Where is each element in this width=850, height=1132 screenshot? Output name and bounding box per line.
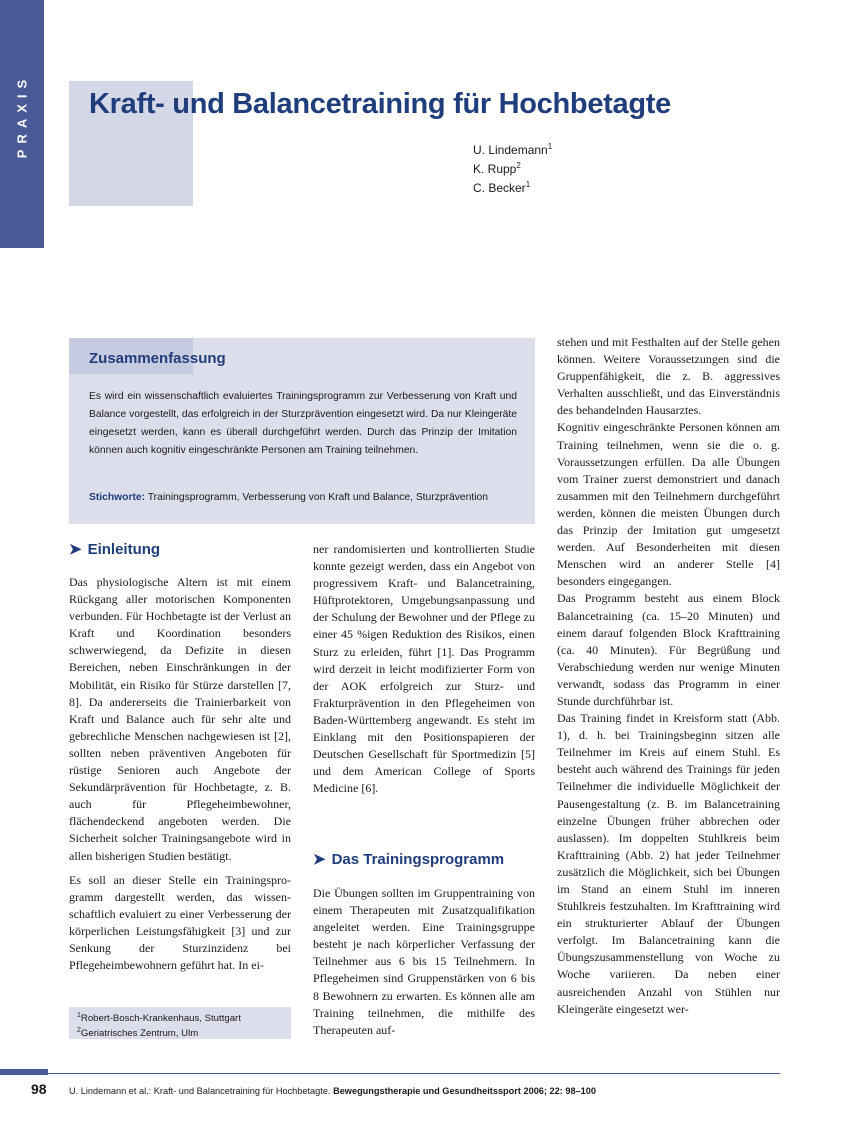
- section-sidebar: [0, 0, 44, 248]
- arrow-right-icon: ➤: [313, 851, 326, 868]
- body-paragraph: Kognitiv eingeschränkte Personen können am Training teilnehmen, wenn sie die o. g. Voraussetzungen erfüllen. Da alle Übungen vom Trainer zuerst demonstriert und danach zusammen mit den Teilnehmern durchgeführt werden, können die meisten Übungen durch das Prinzip der Imitation gut umgesetzt werden. Auf Besonderheiten mit diesen Menschen wird an anderer Stelle [4] besonders eingegangen.: [557, 420, 780, 589]
- author-list: [473, 139, 552, 196]
- body-paragraph: Das physiologische Altern ist mit einem Rückgang aller motorischen Komponenten verbunden. Für Hochbetagte ist der Verlust an Kraft und Koordination besonders schwerwiegend, da Defizite in diesen Bereichen, neben Einschränkungen in der Mobilität, ein Risiko für Stürze darstellen [7, 8]. Da andererseits die Trainierbarkeit von Kraft und Balance auch für sehr alte und gebrechliche Menschen nachgewiesen ist [2], sollten neben präventiven Angeboten für rüstige Senioren auch Angebote der Sekundärprävention für Hochbetagte, z. B. auch für Pflegeheimbewohner, flächendeckend angeboten werden. Die Sicherheit solcher Trainingsangebote wird in allen bisherigen Studien bestätigt.: [69, 575, 291, 863]
- author: U. Lindemann$^1$: [473, 142, 553, 157]
- abstract-text: Es wird ein wissenschaftlich evaluiertes Trainingsprogramm zur Verbesserung von Kraft und Balance vorgestellt, das erfolgreich in der Sturzprävention eingesetzt wird. Da nur Kleingeräte eingesetzt werden, kann es überall durchgeführt werden. Durch das Prinzip der Imitation können auch kognitiv eingeschränkte Personen am Training teilnehmen.: [89, 391, 517, 456]
- body-paragraph: Es soll an dieser Stelle ein Trainingsprogramm dargestellt werden, das wissenschaftlich evaluiert zu einer Verbesserung der körperlichen Leistungsfähigkeit [3] und zur Senkung der Sturzinzidenz bei Pflegeheimbewohnern geführt hat. In ei-: [69, 873, 291, 973]
- footnote: $^2$Geriatrisches Zentrum, Ulm: [77, 1027, 199, 1040]
- section-heading-einleitung: ➤ Einleitung: [69, 541, 161, 558]
- text-column-2b: [313, 885, 535, 1039]
- abstract-heading: Zusammenfassung: [89, 350, 226, 367]
- keywords: [89, 490, 529, 506]
- keywords-list: Trainingsprogramm, Verbesserung von Kraft und Balance, Sturzprävention: [147, 492, 488, 503]
- text-column-3: [557, 334, 780, 1018]
- body-paragraph: stehen und mit Festhalten auf der Stelle gehen können. Weitere Voraussetzungen sind die Gruppenfähigkeit, die z. B. aggressives Verhalten ausschließt, und das Einverständnis des behandelnden Hausarztes.: [557, 335, 780, 418]
- abstract-box: [69, 338, 535, 524]
- section-heading-trainingsprogramm: ➤ Das Trainingsprogramm: [313, 851, 505, 868]
- footer-rule: [48, 1073, 780, 1074]
- body-paragraph: Das Training findet in Kreisform statt (Abb. 1), d. h. bei Trainingsbeginn sitzen alle Teilnehmer im Kreis auf einem Stuhl. Es besteht auch während des Trainings für jeden Teilnehmer die individuelle Möglichkeit der Pausengestaltung (z. B. im Balancetraining einzelne Übungen früher abbrechen oder auslassen). Im doppelten Stuhlkreis beim Krafttraining (Abb. 2) hat jeder Teilnehmer zusätzlich die Möglichkeit, sich bei Übungen im Stand an einem Stuhl im inneren Stuhlkreis festzuhalten. Im Krafttraining wird ein strukturierter Ablauf der Übungen verfolgt. Im Balancetraining kann die Übungszusammenstellung von Woche zu Woche variieren. Da neben einer ausreichenden Anzahl von Stühlen nur Kleingeräte eingesetzt wer-: [557, 711, 780, 1016]
- author: C. Becker$^1$: [473, 180, 531, 195]
- body-paragraph: Das Programm besteht aus einem Block Balancetraining (ca. 15–20 Minuten) und einem darauf folgenden Block Krafttraining (ca. 40 Minuten). Für Begrüßung und Verabschiedung werden nur wenige Minuten verwandt, sodass das Programm in einer Stunde durchführbar ist.: [557, 591, 780, 708]
- body-paragraph: ner randomisierten und kontrollierten Studie konnte gezeigt werden, dass ein Angebot von progressivem Kraft- und Balancetraining, Hüftprotektoren, Umgebungsanpassung und der Schulung der Bewohner und der Pflege zu einer 45 %igen Reduktion des Risikos, einen Sturz zu erleiden, führt [1]. Das Programm wird derzeit in leicht modifizierter Form von der AOK erfolgreich zur Sturz- und Frakturprävention in den Pflegeheimen von Baden-Württemberg angewandt. Es steht im Einklang mit den Positionspapieren der Deutschen Gesellschaft für Sportmedizin [5] und dem American College of Sports Medicine [6].: [313, 542, 535, 796]
- footer-citation: U. Lindemann et al.: Kraft- und Balancetraining für Hochbetagte. Bewegungstherapie und Gesundheitssport 2006; 22: 98–100: [69, 1086, 597, 1096]
- text-column-1: [69, 574, 291, 865]
- affiliation-footnotes: [69, 1007, 291, 1039]
- page-number: 98: [31, 1081, 47, 1097]
- footnote: $^1$Robert-Bosch-Krankenhaus, Stuttgart: [77, 1012, 241, 1025]
- text-column-2: [313, 541, 535, 797]
- arrow-right-icon: ➤: [69, 541, 82, 558]
- article-title: Kraft- und Balancetraining für Hochbetagte: [89, 88, 671, 120]
- keywords-label: Stichworte:: [89, 492, 146, 503]
- section-label: PRAXIS: [14, 73, 30, 159]
- text-column-1b: [69, 872, 291, 975]
- footer-accent: [0, 1069, 48, 1075]
- body-paragraph: Die Übungen sollten im Gruppentraining von einem Therapeuten mit Zusatzqualifikation angeleitet werden. Eine Trainingsgruppe besteht je nach körperlicher Verfassung der Teilnehmer aus 6 bis 15 Teilnehmern. In Pflegeheimen sind Gruppenstärken von 6 bis 8 Bewohnern zu erwarten. Es können alle am Training teilnehmen, die mithilfe des Therapeuten auf-: [313, 886, 535, 1037]
- author: K. Rupp$^2$: [473, 161, 521, 176]
